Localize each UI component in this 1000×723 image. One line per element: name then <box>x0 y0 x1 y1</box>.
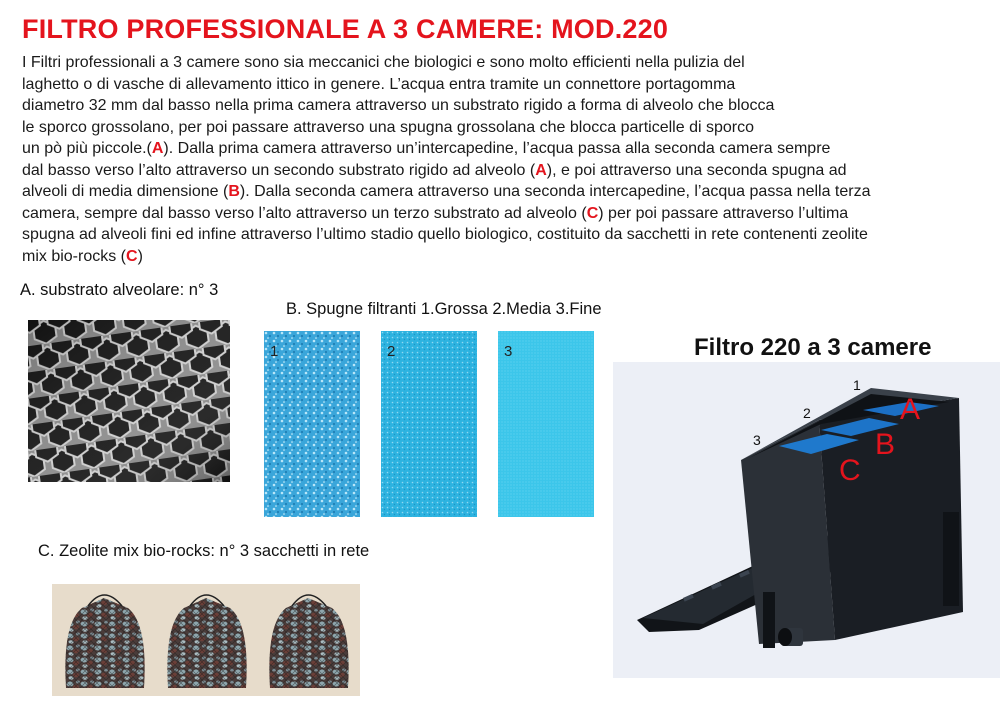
sponge-number: 3 <box>504 343 513 360</box>
sponge-medium-image <box>381 331 477 517</box>
description-line: diametro 32 mm dal basso nella prima camera attraverso un substrato rigido a forma di alveolo che blocca <box>22 97 775 114</box>
filter-product-image <box>613 362 1000 678</box>
ref-letter-a: A <box>535 161 547 179</box>
chamber-letter-a: A <box>900 393 921 426</box>
page-title: FILTRO PROFESSIONALE A 3 CAMERE: MOD.220 <box>22 14 669 44</box>
ref-letter-a: A <box>151 140 164 157</box>
description-line: un pò più piccole.(A). Dalla prima camera attraverso un’intercapedine, l’acqua passa alla seconda camera sempre <box>22 140 831 157</box>
filter-illustration <box>613 362 1000 678</box>
sponge-texture-icon <box>498 331 594 517</box>
chamber-number-3: 3 <box>753 432 761 448</box>
description-line: spugna ad alveoli fini ed infine attraverso l’ultimo stadio quello biologico, costituito da sacchetti in rete contenenti zeolite <box>22 226 868 243</box>
filter-title: Filtro 220 a 3 camere <box>694 334 932 361</box>
caption-substrate: A. substrato alveolare: n° 3 <box>20 281 219 299</box>
sponge-coarse-image <box>264 331 360 517</box>
sponge-number: 2 <box>387 343 396 360</box>
zeolite-bags-image <box>52 584 360 696</box>
honeycomb-substrate-image <box>28 320 230 482</box>
sponge-texture-icon <box>381 331 477 517</box>
description-line: alveoli di media dimensione (B). Dalla seconda camera attraverso una seconda intercapedine, l’acqua passa nella terza <box>22 183 871 200</box>
chamber-number-1: 1 <box>853 377 861 393</box>
ref-letter-c: C <box>586 204 599 222</box>
ref-letter-c: C <box>126 247 138 265</box>
caption-sponges: B. Spugne filtranti 1.Grossa 2.Media 3.Fine <box>286 300 602 318</box>
description-line: I Filtri professionali a 3 camere sono sia meccanici che biologici e sono molto efficienti nella pulizia del <box>22 54 745 71</box>
sponge-texture-icon <box>264 331 360 517</box>
chamber-number-2: 2 <box>803 405 811 421</box>
chamber-letter-c: C <box>839 454 861 487</box>
description-line: camera, sempre dal basso verso l’alto attraverso un terzo substrato ad alveolo (C) per poi passare attraverso l’ultima <box>22 204 849 222</box>
description-line: dal basso verso l’alto attraverso un secondo substrato rigido ad alveolo (A), e poi attraverso una seconda spugna ad <box>22 161 847 179</box>
sponge-number: 1 <box>270 343 279 360</box>
ref-letter-b: B <box>228 183 240 200</box>
chamber-letter-b: B <box>875 428 896 461</box>
description <box>22 52 982 267</box>
sponge-fine-image <box>498 331 594 517</box>
description-line: laghetto o di vasche di allevamento ittico in genere. L’acqua entra tramite un connettore portagomma <box>22 75 736 93</box>
description-line: mix bio-rocks (C) <box>22 247 143 265</box>
caption-zeolite: C. Zeolite mix bio-rocks: n° 3 sacchetti in rete <box>38 542 370 560</box>
description-line: le sporco grossolano, per poi passare attraverso una spugna grossolana che blocca particelle di sporco <box>22 118 754 136</box>
